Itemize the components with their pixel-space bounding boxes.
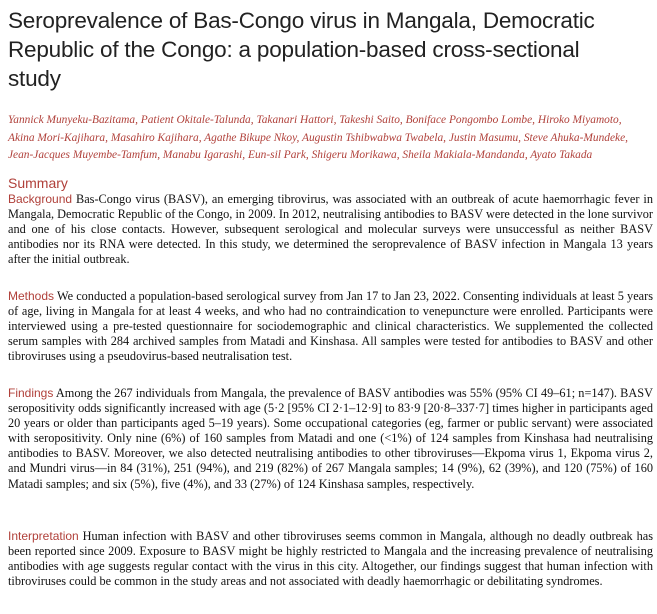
background-paragraph bbox=[8, 192, 653, 267]
title-line-3: study bbox=[8, 66, 61, 91]
methods-text: We conducted a population-based serological survey from Jan 17 to Jan 23, 2022. Consenting individuals at least 5 years of age, living in Mangala for at least 4 weeks, and who had no contraindication to venepuncture were enrolled. Participants were interviewed using a pre-tested questionnaire for sociodemographic and clinical characteristics. We supplemented the collected serum samples with 284 archived samples from Matadi and Kinshasa. All samples were tested for antibodies to BASV and other tibroviruses using a pseudovirus-based neutralisation test. bbox=[8, 289, 653, 364]
background-text: Bas-Congo virus (BASV), an emerging tibrovirus, was associated with an outbreak of acute haemorrhagic fever in Mangala, Democratic Republic of the Congo, in 2009. In 2012, neutralising antibodies to BASV were detected in the lone survivor and one of his close contacts. However, subsequent serological and molecular surveys were unsuccessful as neither BASV antibodies nor its RNA were detected. In this study, we determined the seroprevalence of BASV infection in Mangala 13 years after the initial outbreak. bbox=[8, 192, 653, 267]
interpretation-text: Human infection with BASV and other tibroviruses seems common in Mangala, although no deadly outbreak has been reported since 2009. Exposure to BASV might be highly restricted to Mangala and the increasing prevalence of neutralising antibodies with age suggests regular contact with the virus in this city. Altogether, our findings suggest that human infection with tibroviruses could be common in the study areas and not associated with deadly haemorrhagic or debilitating syndromes. bbox=[8, 529, 654, 589]
interpretation-paragraph bbox=[8, 529, 653, 589]
methods-paragraph bbox=[8, 289, 653, 364]
author-line-3: Jean-Jacques Muyembe-Tamfum, Manabu Igarashi, Eun-sil Park, Shigeru Morikawa, Sheila Makiala-Mandanda, Ayato Takada bbox=[8, 149, 593, 161]
interpretation-label: Interpretation bbox=[8, 529, 79, 543]
background-label: Background bbox=[8, 192, 73, 206]
methods-label: Methods bbox=[8, 289, 55, 303]
findings-text: Among the 267 individuals from Mangala, the prevalence of BASV antibodies was 55% (95% CI 49–61; n=147). BASV seropositivity odds significantly increased with age (5·2 [95% CI 2·1–12·9] to 83·9 [20·8–337·7] times higher in participants aged 20 years or older than participants aged 5–19 years). Some occupational categories (eg, farmer or public servant) were associated with seropositivity. Only nine (6%) of 160 samples from Matadi and one (<1%) of 124 samples from Kinshasa had neutralising antibodies to BASV. Moreover, we also detected neutralising antibodies to other tibroviruses—Ekpoma virus 1, Ekpoma virus 2, and Mundri virus—in 84 (31%), 251 (94%), and 219 (82%) of 267 Mangala samples; 14 (9%), 62 (39%), and 120 (75%) of 160 Matadi samples; and six (5%), five (4%), and 33 (27%) of 124 Kinshasa samples, respectively. bbox=[8, 386, 653, 491]
title-line-2: Republic of the Congo: a population-based cross-sectional bbox=[8, 37, 580, 62]
title-line-1: Seroprevalence of Bas-Congo virus in Mangala, Democratic bbox=[8, 8, 595, 33]
author-line-2: Akina Mori-Kajihara, Masahiro Kajihara, Agathe Bikupe Nkoy, Augustin Tshibwabwa Twabela, Justin Masumu, Steve Ahuka-Mundeke, bbox=[8, 131, 629, 144]
author-line-1: Yannick Munyeku-Bazitama, Patient Okitale-Talunda, Takanari Hattori, Takeshi Saito, Boniface Pongombo Lombe, Hiroko Miyamoto, bbox=[8, 114, 622, 126]
findings-paragraph bbox=[8, 386, 653, 492]
article-title bbox=[8, 6, 648, 93]
findings-label: Findings bbox=[8, 386, 54, 400]
summary-heading: Summary bbox=[8, 175, 68, 191]
author-list bbox=[8, 112, 653, 165]
